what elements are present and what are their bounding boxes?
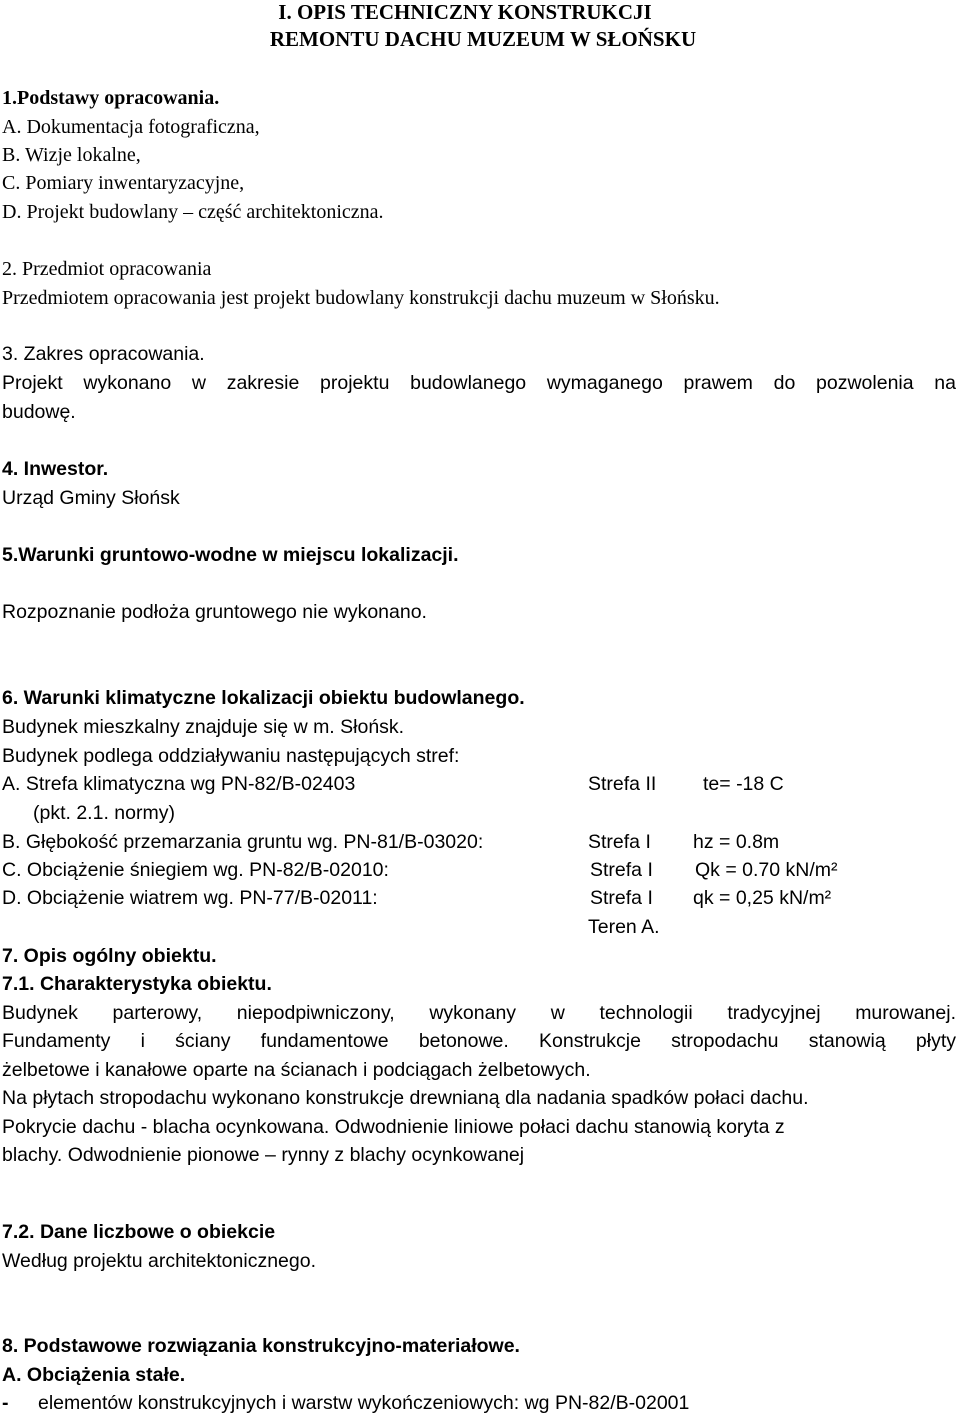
section-4-text: Urząd Gminy Słońsk bbox=[2, 487, 180, 509]
section-7-1-text-line-5: Pokrycie dachu - blacha ocynkowana. Odwodnienie liniowe połaci dachu stanowią koryta z bbox=[2, 1116, 785, 1138]
section-6-text-line-2: Budynek podlega oddziaływaniu następujących stref: bbox=[2, 745, 460, 767]
list-item: elementów konstrukcyjnych i warstw wykończeniowych: wg PN-82/B-02001 bbox=[38, 1392, 690, 1414]
document-title-line-2: REMONTU DACHU MUZEUM W SŁOŃSKU bbox=[269, 27, 697, 51]
section-2-heading: 2. Przedmiot opracowania bbox=[2, 258, 212, 280]
section-8-heading: 8. Podstawowe rozwiązania konstrukcyjno-materiałowe. bbox=[2, 1335, 520, 1357]
zone-a-zone: Strefa II bbox=[588, 773, 657, 795]
section-5-text: Rozpoznanie podłoża gruntowego nie wykonano. bbox=[2, 601, 427, 623]
section-6-text-line-1: Budynek mieszkalny znajduje się w m. Słońsk. bbox=[2, 716, 405, 738]
zone-d-zone: Strefa I bbox=[590, 887, 653, 909]
section-7-1-text-line-2: Fundamenty i ściany fundamentowe betonowe. Konstrukcje stropodachu stanowią płyty bbox=[2, 1030, 956, 1052]
section-7-2-text: Według projektu architektonicznego. bbox=[2, 1250, 316, 1272]
section-3-heading: 3. Zakres opracowania. bbox=[2, 343, 205, 365]
zone-a-note: (pkt. 2.1. normy) bbox=[33, 802, 175, 824]
zone-b-label: B. Głębokość przemarzania gruntu wg. PN-81/B-03020: bbox=[2, 831, 484, 853]
section-7-1-heading: 7.1. Charakterystyka obiektu. bbox=[2, 973, 272, 995]
zone-d-label: D. Obciążenie wiatrem wg. PN-77/B-02011: bbox=[2, 887, 378, 909]
section-7-1-text-line-3: żelbetowe i kanałowe oparte na ścianach i podciągach żelbetowych. bbox=[2, 1059, 591, 1081]
zone-d-terrain: Teren A. bbox=[588, 916, 660, 938]
section-7-1-text-line-6: blachy. Odwodnienie pionowe – rynny z blachy ocynkowanej bbox=[2, 1144, 525, 1166]
zone-b-value: hz = 0.8m bbox=[693, 831, 780, 853]
section-7-2-heading: 7.2. Dane liczbowe o obiekcie bbox=[2, 1221, 276, 1243]
list-item: D. Projekt budowlany – część architektoniczna. bbox=[2, 201, 384, 223]
list-item: A. Dokumentacja fotograficzna, bbox=[2, 116, 260, 138]
zone-d-value: qk = 0,25 kN/m² bbox=[693, 887, 832, 909]
list-item: C. Pomiary inwentaryzacyjne, bbox=[2, 172, 245, 194]
list-item: B. Wizje lokalne, bbox=[2, 144, 141, 166]
section-6-heading: 6. Warunki klimatyczne lokalizacji obiektu budowlanego. bbox=[2, 687, 525, 709]
section-3-text-line-2: budowę. bbox=[2, 401, 76, 423]
section-8-a-heading: A. Obciążenia stałe. bbox=[2, 1364, 186, 1386]
section-7-heading: 7. Opis ogólny obiektu. bbox=[2, 945, 217, 967]
zone-a-value: te= -18 C bbox=[703, 773, 784, 795]
zone-a-label: A. Strefa klimatyczna wg PN-82/B-02403 bbox=[2, 773, 356, 795]
section-7-1-text-line-1: Budynek parterowy, niepodpiwniczony, wykonany w technologii tradycyjnej murowanej. bbox=[2, 1002, 956, 1024]
section-7-1-text-line-4: Na płytach stropodachu wykonano konstrukcje drewnianą dla nadania spadków połaci dachu. bbox=[2, 1087, 809, 1109]
section-3-text-line-1: Projekt wykonano w zakresie projektu budowlanego wymaganego prawem do pozwolenia na bbox=[2, 372, 956, 394]
zone-b-zone: Strefa I bbox=[588, 831, 651, 853]
zone-c-value: Qk = 0.70 kN/m² bbox=[695, 859, 838, 881]
zone-c-zone: Strefa I bbox=[590, 859, 653, 881]
list-bullet: - bbox=[2, 1392, 9, 1414]
document-title-line-1: I. OPIS TECHNICZNY KONSTRUKCJI bbox=[278, 0, 652, 24]
section-1-heading: 1.Podstawy opracowania. bbox=[2, 87, 220, 109]
section-4-heading: 4. Inwestor. bbox=[2, 458, 109, 480]
zone-c-label: C. Obciążenie śniegiem wg. PN-82/B-02010: bbox=[2, 859, 389, 881]
section-5-heading: 5.Warunki gruntowo-wodne w miejscu lokalizacji. bbox=[2, 544, 459, 566]
section-2-text: Przedmiotem opracowania jest projekt budowlany konstrukcji dachu muzeum w Słońsku. bbox=[2, 287, 720, 309]
